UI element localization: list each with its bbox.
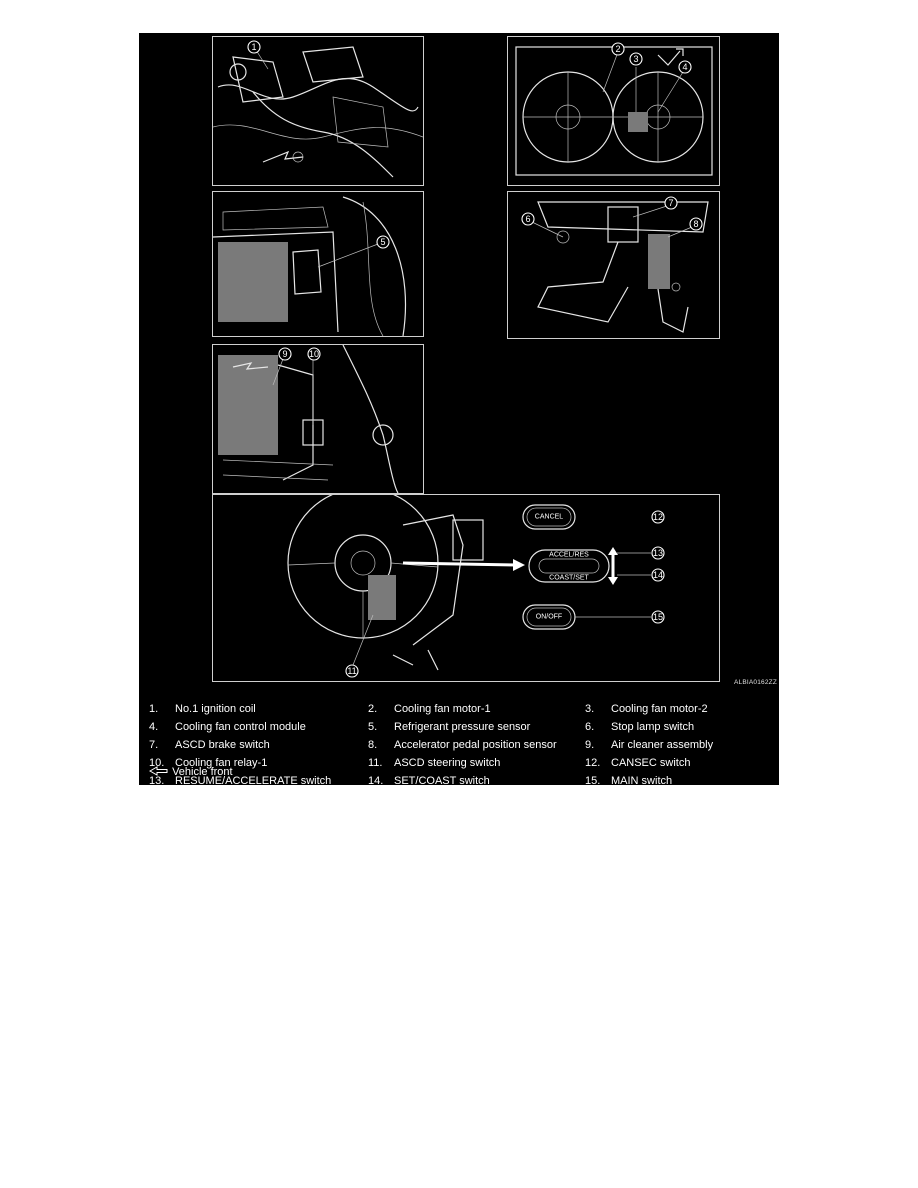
legend-text: ASCD steering switch — [394, 757, 501, 769]
callout-12-label: 12 — [652, 512, 664, 522]
vehicle-front-note — [149, 766, 233, 778]
legend-number: 3. — [585, 703, 595, 715]
on-off-button-label: ON/OFF — [535, 613, 563, 621]
panel-steering-switches — [212, 494, 720, 682]
engine-bay-illustration — [213, 37, 423, 185]
legend-number: 8. — [368, 739, 378, 751]
callout-7-label: 7 — [668, 198, 674, 208]
legend-number: 10. — [149, 757, 165, 769]
accel-res-label: ACCEL/RES — [549, 551, 589, 559]
legend-text: RESUME/ACCELERATE switch — [175, 775, 332, 787]
panel-refrigerant-sensor — [212, 191, 424, 337]
front-bumper-illustration — [213, 192, 423, 336]
legend-text: Cooling fan motor-2 — [611, 703, 708, 715]
legend-item — [368, 775, 490, 787]
callout-14-label: 14 — [652, 570, 664, 580]
legend-number: 9. — [585, 739, 595, 751]
callout-3-label: 3 — [633, 54, 639, 64]
callout-4-label: 4 — [682, 62, 688, 72]
callout-9-label: 9 — [282, 349, 288, 359]
callout-6-label: 6 — [525, 214, 531, 224]
callout-15-label: 15 — [652, 612, 664, 622]
figure-code: ALBIA0162ZZ — [733, 679, 777, 686]
legend-item — [368, 739, 557, 751]
cancel-button-label: CANCEL — [534, 513, 564, 521]
steering-wheel-illustration — [213, 495, 719, 681]
callout-13-label: 13 — [652, 548, 664, 558]
legend-text: No.1 ignition coil — [175, 703, 256, 715]
callout-5-label: 5 — [380, 237, 386, 247]
vehicle-front-arrow-icon — [149, 766, 169, 776]
legend-number: 12. — [585, 757, 601, 769]
legend-number: 14. — [368, 775, 384, 787]
legend-item — [585, 721, 694, 733]
legend-number: 2. — [368, 703, 378, 715]
legend-number: 5. — [368, 721, 378, 733]
legend-text: ASCD brake switch — [175, 739, 270, 751]
legend-item — [585, 739, 713, 751]
legend-number: 7. — [149, 739, 159, 751]
coast-set-label: COAST/SET — [549, 574, 589, 582]
legend-item — [368, 757, 500, 769]
legend-item — [368, 721, 530, 733]
callout-1-label: 1 — [251, 42, 257, 52]
pedal-assembly-illustration — [508, 192, 719, 338]
panel-cooling-fans — [507, 36, 720, 186]
panel-pedals — [507, 191, 720, 339]
legend-item — [149, 721, 306, 733]
legend-item — [585, 757, 690, 769]
legend-number: 6. — [585, 721, 595, 733]
legend-text: CANSEC switch — [611, 757, 691, 769]
legend-number: 15. — [585, 775, 601, 787]
legend-number: 4. — [149, 721, 159, 733]
callout-8-label: 8 — [693, 219, 699, 229]
legend-text: Cooling fan motor-1 — [394, 703, 491, 715]
legend-item — [149, 703, 256, 715]
legend-text: Stop lamp switch — [611, 721, 695, 733]
diagram-sheet — [139, 33, 779, 785]
legend-item — [149, 739, 270, 751]
legend-text: Accelerator pedal position sensor — [394, 739, 557, 751]
legend-number: 11. — [368, 757, 383, 769]
panel-ignition-coil — [212, 36, 424, 186]
vehicle-front-label: Vehicle front — [172, 766, 233, 778]
legend-number: 1. — [149, 703, 159, 715]
legend-text: SET/COAST switch — [394, 775, 490, 787]
legend-number: 13. — [149, 775, 165, 787]
panel-air-cleaner — [212, 344, 424, 494]
callout-10-label: 10 — [308, 349, 320, 359]
callout-2-label: 2 — [615, 44, 621, 54]
legend-item — [585, 703, 708, 715]
legend-text: Air cleaner assembly — [611, 739, 714, 751]
air-cleaner-illustration — [213, 345, 423, 493]
legend-text: MAIN switch — [611, 775, 673, 787]
legend-text: Cooling fan relay-1 — [175, 757, 268, 769]
parts-legend — [139, 703, 779, 793]
legend-item — [585, 775, 672, 787]
callout-11-label: 11 — [347, 666, 357, 676]
legend-text: Cooling fan control module — [175, 721, 306, 733]
legend-text: Refrigerant pressure sensor — [394, 721, 531, 733]
legend-item — [368, 703, 491, 715]
radiator-fan-illustration — [508, 37, 719, 185]
